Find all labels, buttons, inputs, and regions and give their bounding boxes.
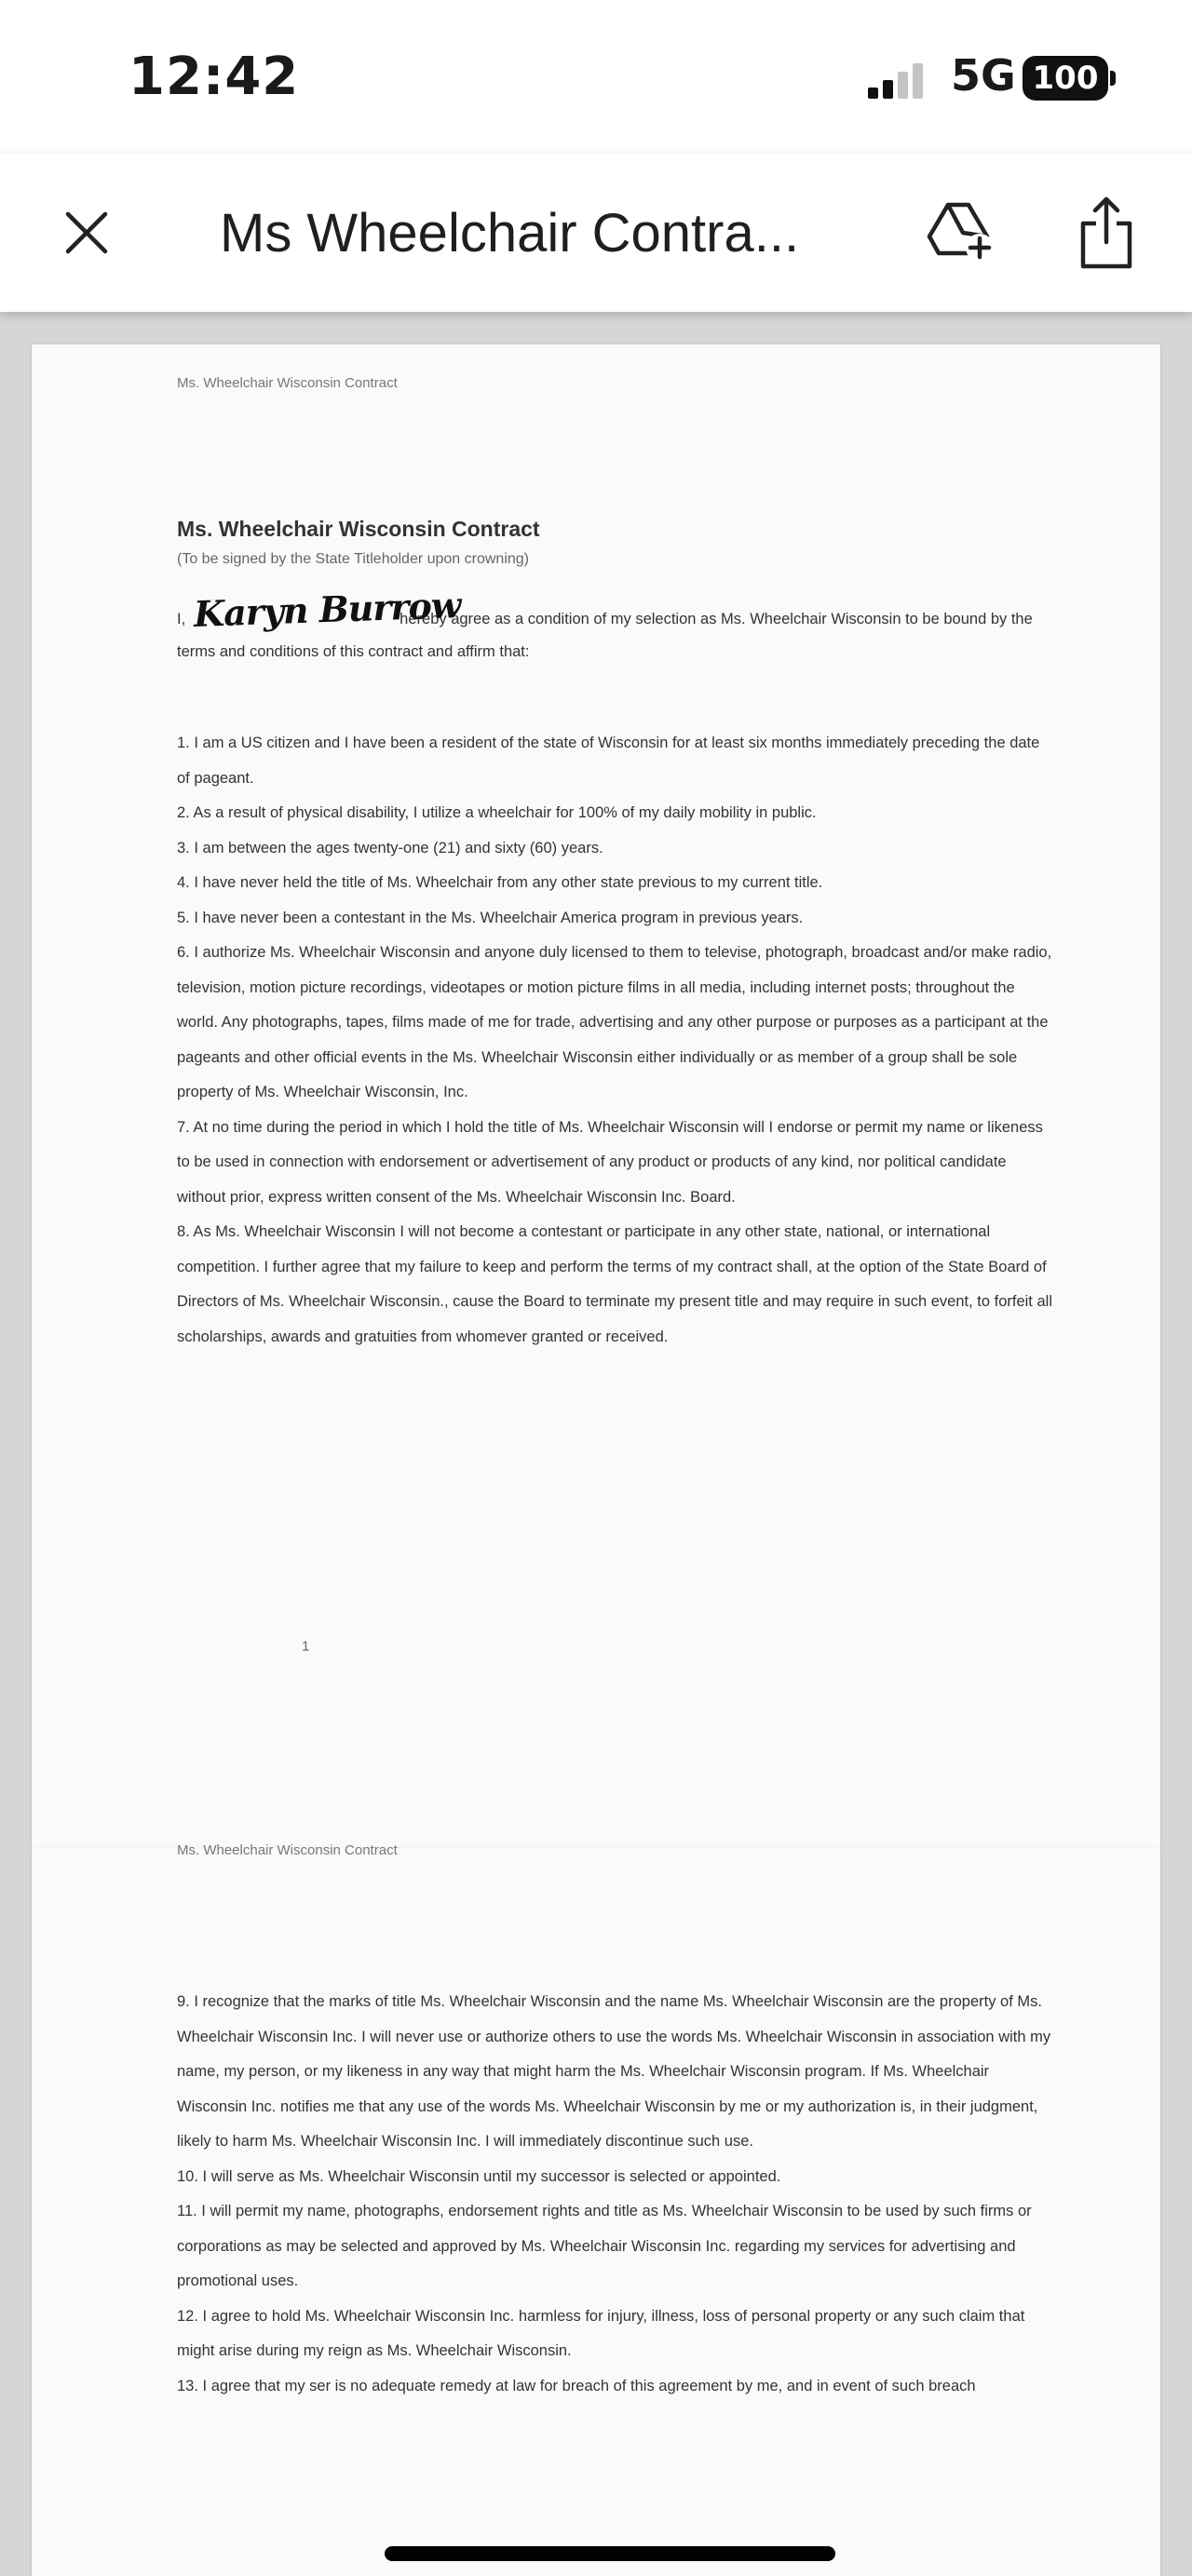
clause-item: 13. I agree that my ser is no adequate remedy at law for breach of this agreement by me, and in event of such breach [177,2377,976,2394]
clause-item: 11. I will permit my name, photographs, endorsement rights and title as Ms. Wheelchair Wisconsin to be used by such firms or corporations as may be selected and approved by Ms. Wheelchair Wisconsin Inc. regarding my services for advertising and promotional uses. [177,2203,1032,2289]
running-header: Ms. Wheelchair Wisconsin Contract [177,1842,398,1858]
share-icon [1077,196,1135,270]
app-header [0,154,1192,312]
contract-subheading: (To be signed by the State Titleholder upon crowning) [177,551,530,567]
intro-prefix: I, [177,611,186,627]
close-button[interactable] [54,200,119,265]
clause-item: 7. At no time during the period in which I hold the title of Ms. Wheelchair Wisconsin will I endorse or permit my name or likeness to be used in connection with endorsement or advertisement of any product or products of any kind, nor political candidate without prior, express written consent of the Ms. Wheelchair Wisconsin Inc. Board. [177,1118,1043,1206]
clause-item: 4. I have never held the title of Ms. Wheelchair from any other state previous to my current title. [177,874,823,891]
clause-item: 3. I am between the ages twenty-one (21) and sixty (60) years. [177,839,603,856]
clause-list [177,726,1052,1355]
clause-item: 1. I am a US citizen and I have been a resident of the state of Wisconsin for at least six months immediately preceding the date of pageant. [177,735,1040,787]
intro-text: hereby agree as a condition of my selection as Ms. Wheelchair Wisconsin to be bound by the terms and conditions of this contract and affirm that: [177,611,1033,660]
close-icon [62,209,111,257]
document-page-1 [32,344,1160,1851]
add-to-drive-button[interactable] [922,193,1000,271]
handwritten-signature: Karyn Burrow [193,584,462,635]
document-title: Ms Wheelchair Contra... [220,203,800,263]
document-page-2 [32,1842,1160,2576]
clause-item: 12. I agree to hold Ms. Wheelchair Wisconsin Inc. harmless for injury, illness, loss of personal property or any such claim that might arise during my reign as Ms. Wheelchair Wisconsin. [177,2307,1025,2359]
clause-item: 2. As a result of physical disability, I utilize a wheelchair for 100% of my daily mobility in public. [177,804,817,821]
add-to-drive-icon [926,199,996,264]
battery-indicator: 100 [1023,56,1108,101]
battery-tip [1110,71,1116,86]
contract-heading: Ms. Wheelchair Wisconsin Contract [177,517,540,541]
document-viewer[interactable] [0,312,1192,2576]
redaction-bar [385,2546,835,2561]
status-bar [0,0,1192,154]
cellular-signal-icon [868,61,933,99]
clause-item: 9. I recognize that the marks of title Ms. Wheelchair Wisconsin and the name Ms. Wheelchair Wisconsin are the property of Ms. Wheelchair Wisconsin Inc. I will never use or authorize others to use the words Ms. Wheelchair Wisconsin in association with my name, my person, or my likeness in any way that might harm the Ms. Wheelchair Wisconsin program. If Ms. Wheelchair Wisconsin Inc. notifies me that any use of the words Ms. Wheelchair Wisconsin by me or my authorization is, in their judgment, likely to harm Ms. Wheelchair Wisconsin Inc. I will immediately discontinue such use. [177,1993,1051,2150]
clause-item: 8. As Ms. Wheelchair Wisconsin I will not become a contestant or participate in any other state, national, or international competition. I further agree that my failure to keep and perform the terms of my contract shall, at the option of the State Board of Directors of Ms. Wheelchair Wisconsin., cause the Board to terminate my present title and may require in such event, to forfeit all scholarships, awards and gratuities from whomever granted or received. [177,1223,1052,1345]
network-type: 5G [951,50,1016,101]
clause-item: 5. I have never been a contestant in the Ms. Wheelchair America program in previous years. [177,909,804,926]
share-button[interactable] [1069,191,1144,275]
page-number: 1 [302,1639,310,1654]
clause-item: 6. I authorize Ms. Wheelchair Wisconsin and anyone duly licensed to them to televise, photograph, broadcast and/or make radio, television, motion picture recordings, videotapes or motion picture films in all media, including internet posts; throughout the world. Any photographs, tapes, films made of me for trade, advertising and any other purpose or purposes as a participant at the pageants and other official events in the Ms. Wheelchair Wisconsin either individually or as member of a group shall be sole property of Ms. Wheelchair Wisconsin, Inc. [177,944,1052,1100]
clause-list [177,1985,1052,2404]
running-header: Ms. Wheelchair Wisconsin Contract [177,375,398,391]
clause-item: 10. I will serve as Ms. Wheelchair Wisconsin until my successor is selected or appointed. [177,2167,781,2185]
status-time: 12:42 [129,47,300,107]
